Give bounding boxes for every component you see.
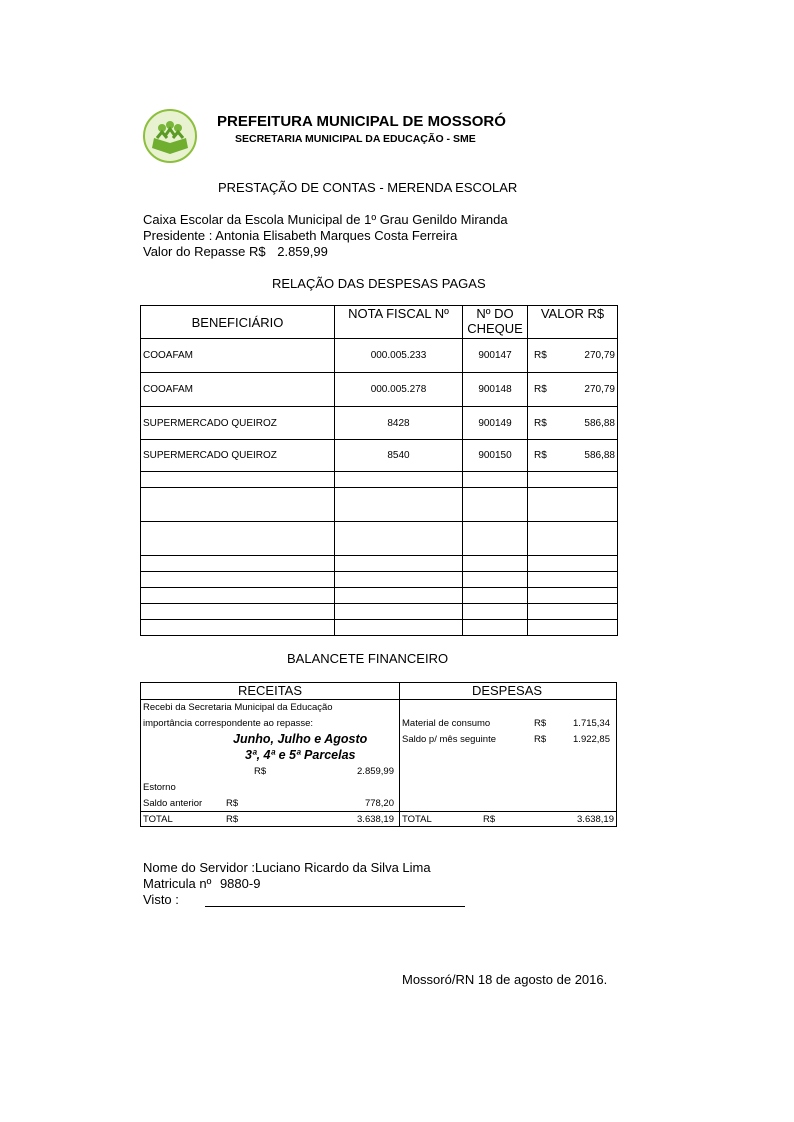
matricula — [143, 876, 260, 891]
valor-amount: 586,88 — [584, 417, 615, 429]
receitas-total-amount: 3.638,19 — [357, 814, 394, 825]
table-row-empty — [141, 488, 618, 522]
estorno-label: Estorno — [143, 782, 176, 793]
saldo-anterior-label: Saldo anterior — [143, 798, 203, 809]
info-line-school: Caixa Escolar da Escola Municipal de 1º Grau Genildo Miranda — [143, 212, 508, 227]
currency-symbol: R$ — [534, 384, 547, 395]
saldo-mes-label: Saldo p/ mês seguinte — [402, 734, 497, 745]
expenses-table — [140, 305, 618, 636]
cell-beneficiario: COOAFAM — [141, 373, 335, 407]
currency-symbol: R$ — [534, 350, 547, 361]
cell-cheque: 900149 — [463, 407, 528, 440]
table-row-empty — [141, 620, 618, 636]
matricula-label: Matricula nº — [143, 876, 212, 891]
repasse-amount: 2.859,99 — [357, 766, 394, 777]
cell-nota: 000.005.278 — [335, 373, 463, 407]
despesas-total-currency: R$ — [483, 814, 496, 825]
currency-symbol: R$ — [534, 417, 547, 429]
cell-cheque: 900147 — [463, 339, 528, 373]
months-text: Junho, Julho e Agosto — [233, 732, 368, 746]
table-header-row — [141, 306, 618, 339]
balance-title: BALANCETE FINANCEIRO — [287, 651, 449, 666]
saldo-mes-currency: R$ — [534, 734, 547, 745]
repasse-value: 2.859,99 — [277, 244, 328, 259]
repasse-currency: R$ — [254, 766, 267, 777]
header-valor: VALOR R$ — [528, 306, 618, 339]
table-row — [141, 373, 618, 407]
cell-nota: 8540 — [335, 440, 463, 472]
table-row-empty — [141, 556, 618, 572]
valor-amount: 270,79 — [584, 350, 615, 361]
header-nota-fiscal: NOTA FISCAL Nº — [335, 306, 463, 339]
recebi-line-2: importância correspondente ao repasse: — [143, 718, 314, 729]
balance-table — [140, 682, 617, 827]
table-row-empty — [141, 604, 618, 620]
table-row — [141, 440, 618, 472]
despesas-total-amount: 3.638,19 — [577, 814, 614, 825]
cell-beneficiario: SUPERMERCADO QUEIROZ — [141, 440, 335, 472]
cell-cheque: 900148 — [463, 373, 528, 407]
repasse-label: Valor do Repasse R$ — [143, 244, 266, 259]
header-title: PREFEITURA MUNICIPAL DE MOSSORÓ — [217, 113, 506, 130]
saldo-mes-amount: 1.922,85 — [573, 734, 610, 745]
receitas-header: RECEITAS — [237, 683, 303, 698]
recebi-line-1: Recebi da Secretaria Municipal da Educação — [143, 702, 333, 713]
receitas-total-label: TOTAL — [143, 814, 173, 825]
cell-valor — [528, 407, 618, 440]
servidor-name: Nome do Servidor :Luciano Ricardo da Silva Lima — [143, 860, 431, 875]
table-row — [141, 339, 618, 373]
cell-valor — [528, 440, 618, 472]
table-row-empty — [141, 572, 618, 588]
receitas-total-currency: R$ — [226, 814, 239, 825]
info-line-president: Presidente : Antonia Elisabeth Marques Costa Ferreira — [143, 228, 458, 243]
cell-valor — [528, 373, 618, 407]
parcelas-text: 3ª, 4ª e 5ª Parcelas — [245, 748, 356, 762]
cell-nota: 000.005.233 — [335, 339, 463, 373]
table-row — [141, 407, 618, 440]
table-row-empty — [141, 472, 618, 488]
material-amount: 1.715,34 — [573, 718, 610, 729]
cell-beneficiario: COOAFAM — [141, 339, 335, 373]
saldo-anterior-amount: 778,20 — [364, 798, 394, 809]
school-logo — [142, 108, 198, 164]
currency-symbol: R$ — [534, 450, 547, 461]
cell-cheque: 900150 — [463, 440, 528, 472]
despesas-total-label: TOTAL — [402, 814, 432, 825]
cell-nota: 8428 — [335, 407, 463, 440]
despesas-header: DESPESAS — [471, 683, 543, 698]
document-title: PRESTAÇÃO DE CONTAS - MERENDA ESCOLAR — [218, 180, 518, 195]
saldo-anterior-currency: R$ — [226, 798, 239, 809]
place-date: Mossoró/RN 18 de agosto de 2016. — [402, 972, 608, 987]
material-currency: R$ — [534, 718, 547, 729]
expenses-title: RELAÇÃO DAS DESPESAS PAGAS — [272, 276, 486, 291]
matricula-value: 9880-9 — [219, 876, 261, 891]
valor-amount: 270,79 — [584, 384, 615, 395]
cell-beneficiario: SUPERMERCADO QUEIROZ — [141, 407, 335, 440]
header-subtitle: SECRETARIA MUNICIPAL DA EDUCAÇÃO - SME — [235, 133, 476, 145]
table-row-empty — [141, 588, 618, 604]
header-beneficiario: BENEFICIÁRIO — [141, 306, 335, 339]
cell-valor — [528, 339, 618, 373]
signature-line — [205, 906, 465, 907]
visto-label: Visto : — [143, 892, 179, 907]
table-row-empty — [141, 522, 618, 556]
valor-amount: 586,88 — [584, 450, 615, 461]
info-line-repasse — [143, 244, 328, 259]
material-label: Material de consumo — [402, 718, 491, 729]
header-cheque: Nº DO CHEQUE — [463, 306, 528, 339]
